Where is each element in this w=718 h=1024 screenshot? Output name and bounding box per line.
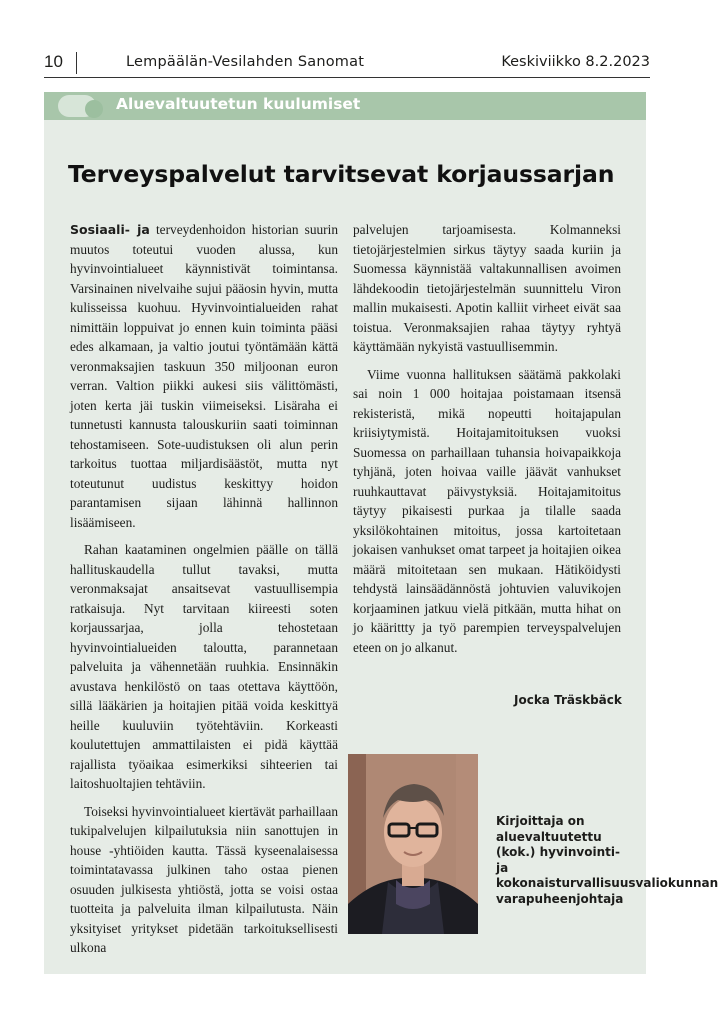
lead-in: Sosiaali- ja	[70, 222, 150, 237]
paragraph-3: Toiseksi hyvinvointialueet kiertävät parhaillaan tukipalvelujen kilpailutuksia niin sanottujen in house -yhtiöiden kautta. Tässä kyseenalaisessa toimintatavassa julkinen taho ostaa pienen osuuden julkisesta yhtiöstä, jotta se voisi ostaa tuotteita ja palveluita ilman kilpailutusta. Näin yksityiset yritykset pidetään tarkoituksellisesti ulkona	[70, 803, 338, 955]
issue-date: Keskiviikko 8.2.2023	[501, 54, 650, 70]
author-photo	[348, 754, 478, 934]
section-band	[44, 92, 646, 120]
author-byline: Jocka Träskbäck	[514, 693, 622, 707]
article-panel	[44, 92, 718, 974]
section-title: Aluevaltuutetun kuulumiset	[116, 95, 361, 113]
page-number: 10	[44, 52, 63, 71]
header-divider	[76, 52, 77, 74]
paragraph-1	[70, 220, 338, 532]
page-header	[44, 50, 650, 76]
section-logo-dot	[85, 100, 103, 118]
article-column-right	[353, 220, 621, 665]
paragraph-1-text: terveydenhoidon historian suurin muutos toteutui vuoden alussa, kun hyvinvointialueet käynnistivät toimintansa. Varsinainen nivelvaihe sujui pääosin hyvin, mutta kulisseissa kuohuu. Hyvinvointialueiden rahat nimittäin loppuivat jo ennen kuin toiminta pääsi edes alkamaan, ja valtio joutui työntämään kättä veronmaksajien taskuun 350 miljoonan euron verran. Valtion piikki aukesi siis välittömästi, joten kerta jäi tuskin viimeiseksi. Lisäraha ei tunnetusti kannusta talouskuriin saati toiminnan tehostamiseen. Sote-uudistuksen oli alun perin tarkoitus tuottaa miljardisäästöt, mutta nyt toteutunut uudistus keskittyy hoidon parantamisen sijaan lähinnä hallinnon lisäämiseen.	[70, 222, 338, 530]
section-logo-icon	[58, 95, 96, 117]
article-headline: Terveyspalvelut tarvitsevat korjaussarjan	[68, 160, 615, 188]
paragraph-3-continued: palvelujen tarjoamisesta. Kolmanneksi tietojärjestelmien sirkus täytyy saada kuriin ja Suomessa käynnistää valtakunnallisen avoimen lähdekoodin tietojärjestelmän suunnittelu Viron mallin mukaisesti. Apotin kalliit virheet eivät saa toistua. Veronmaksajien rahaa täytyy ryhtyä käyttämään nykyistä vastuullisemmin.	[353, 222, 621, 354]
paragraph-4: Viime vuonna hallituksen säätämä pakkolaki sai noin 1 000 hoitajaa poistamaan itsensä rekisteristä, mikä nopeutti hoitajapulan kriisiytymistä. Hoitajamitoituksen vuoksi Suomessa on parhaillaan tuhansia hoivapaikkoja tyhjänä, joten hoivaa vaille jäävät vanhukset ruuhkauttavat päivystyksiä. Hoitajamitoitus täytyy pikaisesti purkaa ja tilalle saada yksilökohtainen mitoitus, jossa kartoitetaan jokaisen vanhukset omat tarpeet ja hoitajien oikea määrä mitoitetaan sen mukaan. Hätiköidysti tehdystä lainsäädännöstä johtuvien valuvikojen korjaaminen jatkuu vielä pitkään, mutta hihat on jo käärittty ja työ parempien terveyspalvelujen eteen on jo alkanut.	[353, 366, 621, 655]
author-caption: Kirjoittaja on aluevaltuutettu (kok.) hyvinvointi- ja kokonaisturvallisuusvaliokunnan varapuheenjohtaja	[496, 814, 718, 906]
paragraph-2: Rahan kaataminen ongelmien päälle on tällä hallituskaudella tullut tavaksi, mutta veronmaksajat ansaitsevat vastuullisempia ratkaisuja. Nyt tarvitaan kiireesti soten korjaussarjaa, jolla tehostetaan hyvinvointialueiden taloutta, parannetaan palveluita ja vähennetään ruuhkia. Ensinnäkin avustava henkilöstö on taas otettava käyttöön, sillä lääkärien ja hoitajien pitää voida keskittyä heille kuuluviin työtehtäviin. Korkeasti koulutettujen ammattilaisten ei pidä käyttää rajallista työaikaa esimerkiksi sihteerien tai laitoshuoltajien tehtäviin.	[70, 542, 338, 791]
newspaper-name: Lempäälän-Vesilahden Sanomat	[126, 54, 365, 70]
header-rule	[44, 77, 650, 78]
article-column-left	[70, 220, 338, 966]
